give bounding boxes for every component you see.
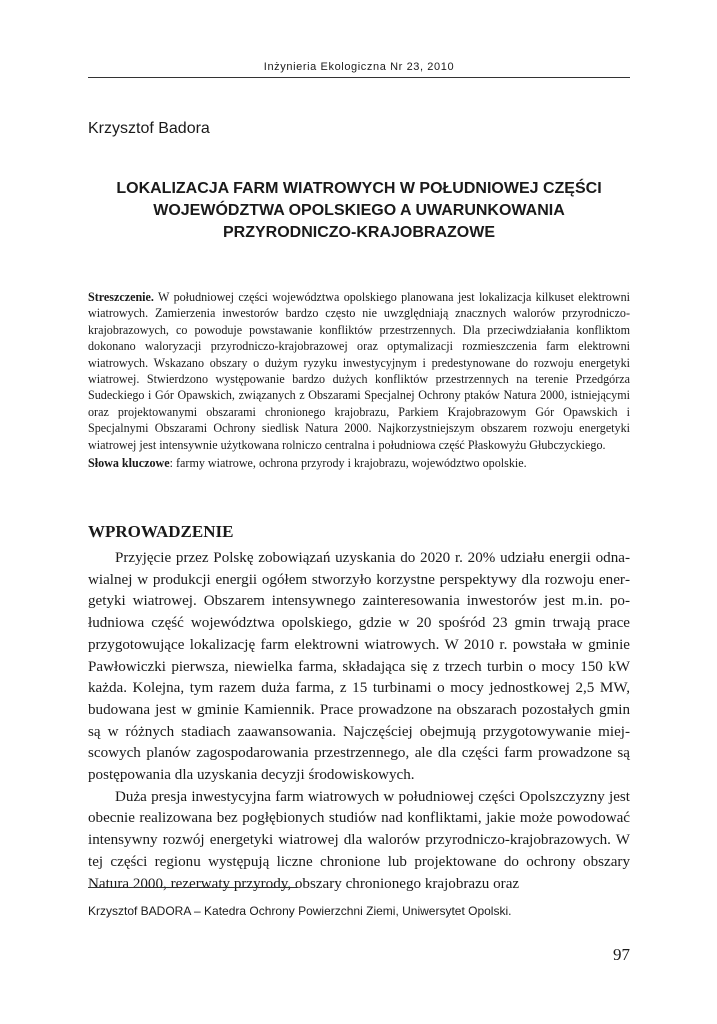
- author-name: Krzysztof Badora: [88, 120, 210, 137]
- running-header: Inżynieria Ekologiczna Nr 23, 2010: [263, 61, 455, 73]
- title-line: PRZYRODNICZO-KRAJOBRAZOWE: [223, 224, 495, 241]
- page-number: 97: [613, 945, 630, 964]
- abstract-text: W południowej części województwa opolskiego planowana jest lokalizacja kilkuset elektrowni wiatrowych. Zamierzenia inwestorów bardzo często nie uwzględniają znacznych walorów przyrodniczo-krajobrazowych, co powoduje powstawanie konfliktów przestrzennych. Dla przeciwdziałania konfliktom dokonano waloryzacji przyrodniczo-krajobrazowej oraz optymalizacji rozmieszczenia farm elektrowni wiatrowych. Wskazano obszary o dużym ryzyku inwestycyjnym i predestynowane do rozwoju energetyki wiatrowej. Stwierdzono występowanie bardzo dużych konfliktów przestrzennych na terenie Przedgórza Sudeckiego i Gór Opawskich, związanych z Obszarami Specjalnej Ochrony ptaków Natura 2000, istniejącymi oraz projektowanymi obszarami chronionego krajobrazu, Parkiem Krajobrazowym Gór Opawskich i Specjalnymi Obszarami Ochrony siedlisk Natura 2000. Najkorzystniejszym obszarem rozwoju energetyki wiatrowej jest intensywnie użytkowana rolniczo centralna i południowa część Płaskowyżu Głubczyckiego.: [88, 290, 630, 452]
- body-paragraph: Duża presja inwestycyjna farm wiatrowych w południowej części Opolszczyzny jest obecnie realizowana bez pogłębionych studiów nad konfliktami, jakie może powodować intensywny rozwój energetyki wiatrowej dla walorów przyrodniczo-krajobrazowych. W tej części regionu występują liczne chronione lub projektowane do ochrony obszary Natura 2000, rezerwaty przyrody, obszary chronionego krajobrazu oraz: [88, 788, 630, 892]
- article-title: [88, 178, 630, 244]
- abstract-label: Streszczenie.: [88, 290, 154, 304]
- header-divider: [88, 77, 630, 78]
- keywords-label: Słowa kluczowe: [88, 456, 170, 471]
- footnote: Krzysztof BADORA – Katedra Ochrony Powierzchni Ziemi, Uniwersytet Opolski.: [88, 904, 512, 918]
- title-line: WOJEWÓDZTWA OPOLSKIEGO A UWARUNKOWANIA: [153, 202, 565, 219]
- body-paragraph: Przyjęcie przez Polskę zobowiązań uzyskania do 2020 r. 20% udziału energii odnawialnej w produkcji energii ogółem stworzyło korzystne perspektywy dla rozwoju energetyki wiatrowej. Obszarem intensywnego zainteresowania inwestorów jest m.in. południowa część województwa opolskiego, gdzie w 20 spośród 23 gmin trwają prace przygotowujące lokalizację farm elektrowni wiatrowych. W 2010 r. powstała w gminie Pawłowiczki pierwsza, niewielka farma, składająca się z trzech turbin o mocy 150 kW każda. Kolejna, tym razem duża farma, z 15 turbinami o mocy jednostkowej 2,5 MW, budowana jest w gminie Kamiennik. Prace prowadzone na obszarach pozostałych gmin są w różnych stadiach zaawansowania. Najczęściej obejmują przygotowywanie miejscowych planów zagospodarowania przestrzennego, ale dla części farm prowadzone są postępowania dla uzyskania decyzji środowiskowych.: [88, 550, 630, 784]
- abstract-paragraph: [88, 289, 630, 453]
- section-heading: WPROWADZENIE: [88, 522, 234, 541]
- footnote-divider: [88, 887, 298, 888]
- keywords: [88, 455, 630, 471]
- body-text: [88, 548, 630, 895]
- title-line: LOKALIZACJA FARM WIATROWYCH W POŁUDNIOWEJ CZĘŚCI: [116, 180, 602, 197]
- keywords-text: : farmy wiatrowe, ochrona przyrody i krajobrazu, województwo opolskie.: [169, 456, 527, 471]
- abstract: [88, 289, 630, 471]
